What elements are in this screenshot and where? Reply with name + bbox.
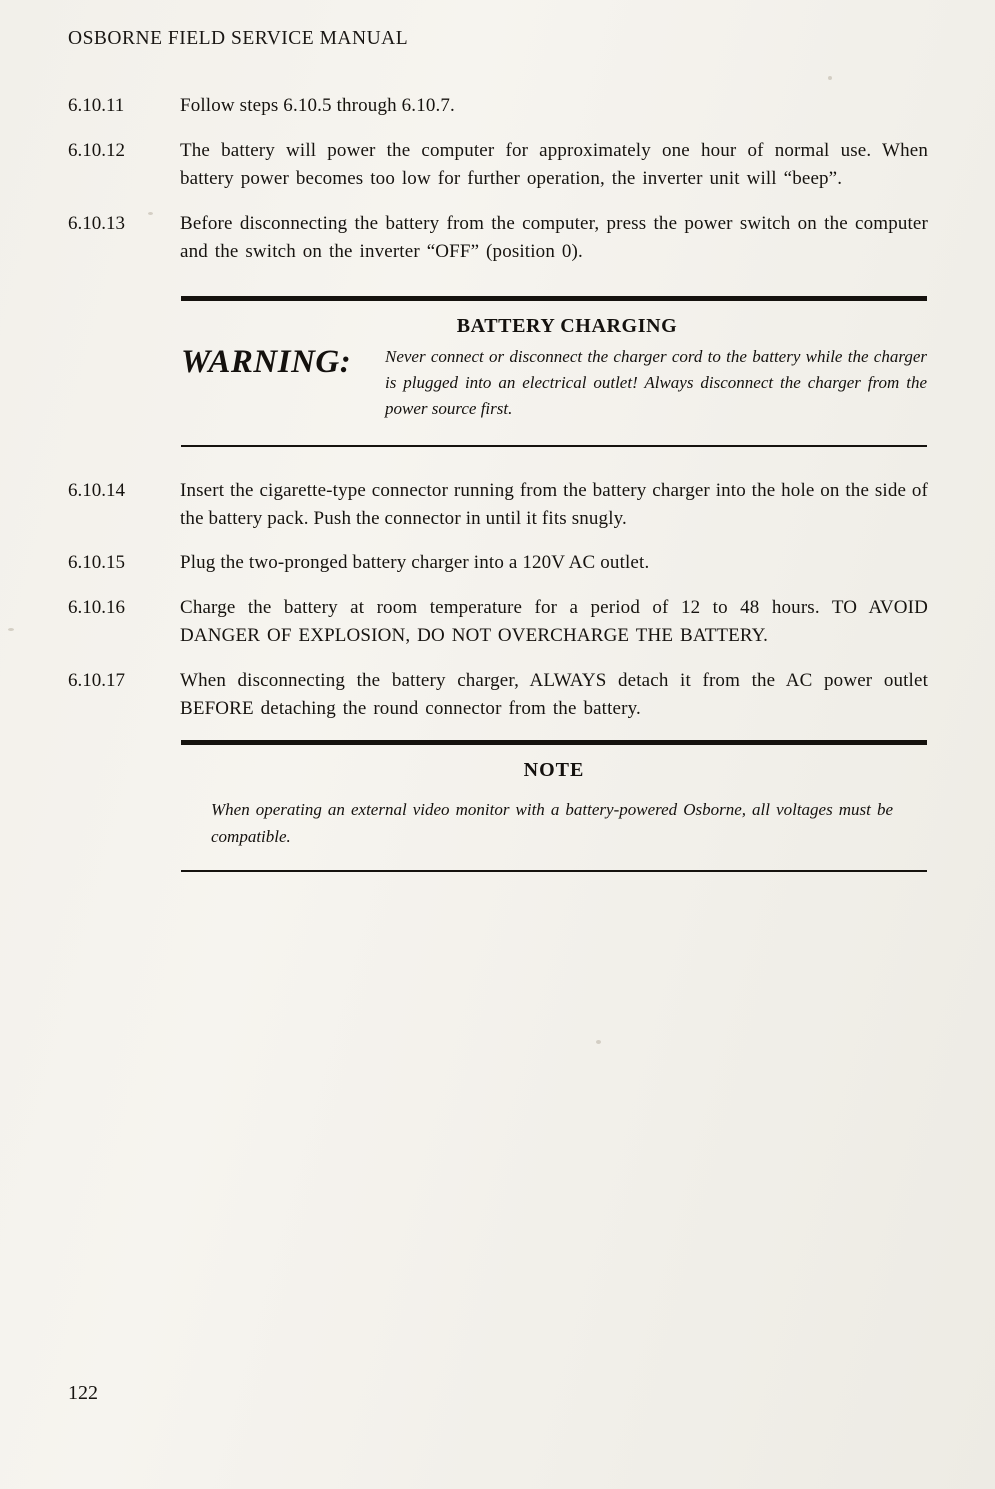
warning-text: Never connect or disconnect the charger cord to the battery while the charger is plugged into an electrical outlet! Always disconnect the charger from the power source first. [385,346,927,419]
list-item [68,137,928,193]
step-number: 6.10.17 [68,670,125,692]
step-text: Follow steps 6.10.5 through 6.10.7. [180,95,455,116]
step-text: The battery will power the computer for approximately one hour of normal use. When battery power becomes too low for further operation, the inverter unit will “beep”. [180,139,928,189]
list-item [68,594,928,650]
warning-label: WARNING: [181,343,352,380]
list-item [68,210,928,266]
step-number: 6.10.16 [68,597,125,619]
warning-heading: BATTERY CHARGING [456,314,678,337]
paper-speck [8,628,14,631]
page-content [68,92,928,872]
page-header: OSBORNE FIELD SERVICE MANUAL [68,28,409,49]
step-text: Plug the two-pronged battery charger into a 120V AC outlet. [180,552,650,574]
note-heading: NOTE [523,759,585,782]
divider-bottom [181,870,927,872]
step-text: Charge the battery at room temperature for a period of 12 to 48 hours. TO AVOID DANGER OF EXPLOSION, DO NOT OVERCHARGE THE BATTERY. [180,597,928,647]
step-number: 6.10.13 [68,212,125,234]
paper-speck [828,76,832,80]
note-text: When operating an external video monitor with a battery-powered Osborne, all voltages must be compatible. [211,800,893,847]
paper-speck [596,1040,601,1044]
list-item [68,667,928,723]
list-item [68,549,928,577]
step-number: 6.10.14 [68,479,125,501]
step-text: When disconnecting the battery charger, ALWAYS detach it from the AC power outlet BEFORE detaching the round connector from the battery. [180,670,928,720]
list-item [68,477,928,533]
steps-after-warning [68,477,928,723]
step-number: 6.10.11 [68,95,125,116]
list-item [68,92,928,120]
step-number: 6.10.15 [68,552,125,574]
note-callout [181,740,927,872]
page-number: 122 [68,1382,98,1404]
step-number: 6.10.12 [68,139,125,161]
paper-speck [148,212,153,215]
step-text: Before disconnecting the battery from the computer, press the power switch on the computer and the switch on the inverter “OFF” (position 0). [180,212,928,262]
warning-callout [181,296,927,447]
step-text: Insert the cigarette-type connector running from the battery charger into the hole on the side of the battery pack. Push the connector in until it fits snugly. [180,479,928,529]
divider-bottom [181,445,927,447]
